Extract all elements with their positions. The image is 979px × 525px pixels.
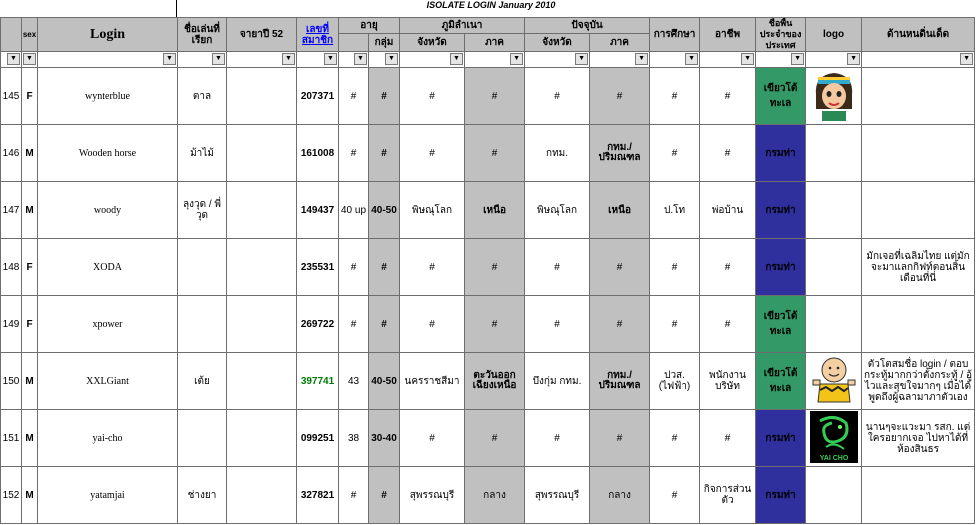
age-group-cell[interactable]: # bbox=[369, 296, 400, 353]
row-number[interactable]: 148 bbox=[1, 239, 22, 296]
region-type-cell[interactable]: กรมท่า bbox=[756, 182, 806, 239]
logo-cell[interactable] bbox=[806, 239, 862, 296]
origin-region-cell[interactable]: # bbox=[465, 410, 525, 467]
current-province-cell[interactable]: # bbox=[525, 239, 590, 296]
header-occupation[interactable]: อาชีพ bbox=[700, 18, 756, 52]
region-type-cell[interactable]: เขียวโต้ทะเล bbox=[756, 353, 806, 410]
table-row bbox=[1, 125, 975, 182]
filter-cell bbox=[22, 52, 38, 68]
subheader-current-region[interactable]: ภาค bbox=[590, 33, 650, 51]
header-corner[interactable] bbox=[1, 18, 22, 52]
notes-cell[interactable] bbox=[862, 125, 975, 182]
member-no-cell[interactable]: 397741 bbox=[297, 353, 339, 410]
sex-cell[interactable]: F bbox=[22, 68, 38, 125]
row-number[interactable]: 147 bbox=[1, 182, 22, 239]
notes-cell[interactable]: มักเจอที่เฉลิมไทย แต่มักจะมาแลกกิฟท์ตอนสิ้นเดือนที่นี่ bbox=[862, 239, 975, 296]
origin-province-cell[interactable]: พิษณุโลก bbox=[400, 182, 465, 239]
year-cell[interactable] bbox=[227, 296, 297, 353]
row-number[interactable]: 152 bbox=[1, 467, 22, 524]
sex-cell[interactable]: M bbox=[22, 467, 38, 524]
education-cell[interactable]: # bbox=[650, 296, 700, 353]
current-region-cell[interactable]: # bbox=[590, 68, 650, 125]
current-region-cell[interactable]: กทม./ ปริมณฑล bbox=[590, 353, 650, 410]
filter-dropdown-button[interactable]: ▼ bbox=[741, 53, 754, 65]
logo-cell[interactable] bbox=[806, 353, 862, 410]
occupation-cell[interactable]: # bbox=[700, 296, 756, 353]
avatar bbox=[810, 113, 858, 124]
region-type-cell[interactable]: กรมท่า bbox=[756, 410, 806, 467]
age-group-cell[interactable]: 40-50 bbox=[369, 182, 400, 239]
header-region-type[interactable]: ชื่อพื้นประจำของประเทศ bbox=[756, 18, 806, 52]
sex-cell[interactable]: M bbox=[22, 125, 38, 182]
sex-cell[interactable]: F bbox=[22, 239, 38, 296]
row-number[interactable]: 146 bbox=[1, 125, 22, 182]
origin-province-cell[interactable]: # bbox=[400, 239, 465, 296]
header-member-no[interactable]: เลขที่สมาชิก bbox=[297, 18, 339, 52]
filter-dropdown-button[interactable]: ▼ bbox=[847, 53, 860, 65]
year-cell[interactable] bbox=[227, 68, 297, 125]
title-blank-cell[interactable] bbox=[0, 0, 177, 17]
origin-region-cell[interactable]: ตะวันออกเฉียงเหนือ bbox=[465, 353, 525, 410]
header-origin[interactable]: ภูมิลำเนา bbox=[400, 18, 525, 34]
filter-cell bbox=[806, 52, 862, 68]
occupation-cell[interactable]: # bbox=[700, 239, 756, 296]
nickname-cell[interactable]: ม้าไม้ bbox=[178, 125, 227, 182]
notes-cell[interactable]: ตัวโตสมชื่อ login / ตอบกระทู้มากกว่าตั้งกระทู้ / อู้ไวและสุขใจมากๆ เมื่อได้พูดถึงผู้ฉลามาภาตัวเอง bbox=[862, 353, 975, 410]
header-age[interactable]: อายุ bbox=[339, 18, 400, 34]
education-cell[interactable]: # bbox=[650, 239, 700, 296]
member-no-cell[interactable]: 207371 bbox=[297, 68, 339, 125]
nickname-cell[interactable] bbox=[178, 296, 227, 353]
subheader-age-blank[interactable] bbox=[339, 33, 369, 51]
header-nickname[interactable]: ชื่อเล่นที่เรียก bbox=[178, 18, 227, 52]
current-province-cell[interactable]: กทม. bbox=[525, 125, 590, 182]
filter-dropdown-button[interactable]: ▼ bbox=[282, 53, 295, 65]
nickname-cell[interactable]: ลุงวุด / พี่วุด bbox=[178, 182, 227, 239]
filter-cell bbox=[178, 52, 227, 68]
region-type-cell[interactable]: กรมท่า bbox=[756, 467, 806, 524]
filter-cell bbox=[590, 52, 650, 68]
occupation-cell[interactable]: กิจการส่วนตัว bbox=[700, 467, 756, 524]
education-cell[interactable]: # bbox=[650, 410, 700, 467]
region-type-cell[interactable]: กรมท่า bbox=[756, 239, 806, 296]
svg-text:YAI CHO: YAI CHO bbox=[819, 454, 848, 462]
filter-dropdown-button[interactable]: ▼ bbox=[960, 53, 973, 65]
filter-cell bbox=[756, 52, 806, 68]
subheader-current-province[interactable]: จังหวัด bbox=[525, 33, 590, 51]
age-group-cell[interactable]: # bbox=[369, 239, 400, 296]
origin-region-cell[interactable]: เหนือ bbox=[465, 182, 525, 239]
member-no-cell[interactable]: 149437 bbox=[297, 182, 339, 239]
origin-province-cell[interactable]: # bbox=[400, 68, 465, 125]
header-sex[interactable]: sex bbox=[22, 18, 38, 52]
member-no-cell[interactable]: 161008 bbox=[297, 125, 339, 182]
logo-cell[interactable] bbox=[806, 125, 862, 182]
year-cell[interactable] bbox=[227, 125, 297, 182]
year-cell[interactable] bbox=[227, 467, 297, 524]
origin-province-cell[interactable]: # bbox=[400, 125, 465, 182]
table-row bbox=[1, 410, 975, 467]
occupation-cell[interactable]: # bbox=[700, 125, 756, 182]
login-cell[interactable]: xpower bbox=[38, 296, 178, 353]
subheader-age-group[interactable]: กลุ่ม bbox=[369, 33, 400, 51]
occupation-cell[interactable]: พ่อบ้าน bbox=[700, 182, 756, 239]
sheet-title: ISOLATE LOGIN January 2010 bbox=[426, 0, 556, 10]
member-no-cell[interactable]: 235531 bbox=[297, 239, 339, 296]
header-row bbox=[1, 18, 975, 34]
age-cell[interactable]: # bbox=[339, 68, 369, 125]
header-logo[interactable]: logo bbox=[806, 18, 862, 52]
origin-region-cell[interactable]: # bbox=[465, 296, 525, 353]
table-body bbox=[1, 68, 975, 524]
current-province-cell[interactable]: บึงกุ่ม กทม. bbox=[525, 353, 590, 410]
sex-cell[interactable]: F bbox=[22, 296, 38, 353]
filter-dropdown-button[interactable]: ▼ bbox=[685, 53, 698, 65]
region-type-cell[interactable]: กรมท่า bbox=[756, 125, 806, 182]
current-province-cell[interactable]: พิษณุโลก bbox=[525, 182, 590, 239]
occupation-cell[interactable]: พนักงานบริษัท bbox=[700, 353, 756, 410]
filter-dropdown-button[interactable]: ▼ bbox=[354, 53, 367, 65]
member-no-cell[interactable]: 099251 bbox=[297, 410, 339, 467]
education-cell[interactable]: # bbox=[650, 68, 700, 125]
filter-cell bbox=[227, 52, 297, 68]
filter-cell bbox=[700, 52, 756, 68]
year-cell[interactable] bbox=[227, 410, 297, 467]
table-row bbox=[1, 68, 975, 125]
origin-region-cell[interactable]: # bbox=[465, 68, 525, 125]
row-number[interactable]: 145 bbox=[1, 68, 22, 125]
origin-province-cell[interactable]: # bbox=[400, 410, 465, 467]
logo-cell[interactable] bbox=[806, 467, 862, 524]
age-cell[interactable]: # bbox=[339, 467, 369, 524]
header-year[interactable]: จายาปี 52 bbox=[227, 18, 297, 52]
table-row bbox=[1, 296, 975, 353]
sex-cell[interactable]: M bbox=[22, 182, 38, 239]
login-cell[interactable]: wynterblue bbox=[38, 68, 178, 125]
header-education[interactable]: การศึกษา bbox=[650, 18, 700, 52]
filter-cell bbox=[862, 52, 975, 68]
origin-region-cell[interactable]: # bbox=[465, 125, 525, 182]
current-province-cell[interactable]: สุพรรณบุรี bbox=[525, 467, 590, 524]
table-row bbox=[1, 353, 975, 410]
current-province-cell[interactable]: # bbox=[525, 296, 590, 353]
year-cell[interactable] bbox=[227, 353, 297, 410]
table-row bbox=[1, 467, 975, 524]
filter-dropdown-button[interactable]: ▼ bbox=[791, 53, 804, 65]
header-notes[interactable]: ด้านหนดิ่นเด็ด bbox=[862, 18, 975, 52]
member-no-cell[interactable]: 327821 bbox=[297, 467, 339, 524]
age-cell[interactable]: # bbox=[339, 239, 369, 296]
current-region-cell[interactable]: กลาง bbox=[590, 467, 650, 524]
nickname-cell[interactable] bbox=[178, 410, 227, 467]
filter-dropdown-button[interactable]: ▼ bbox=[575, 53, 588, 65]
login-cell[interactable]: yatamjai bbox=[38, 467, 178, 524]
filter-dropdown-button[interactable]: ▼ bbox=[324, 53, 337, 65]
member-no-cell[interactable]: 269722 bbox=[297, 296, 339, 353]
avatar bbox=[810, 455, 858, 466]
age-cell[interactable]: 38 bbox=[339, 410, 369, 467]
nickname-cell[interactable]: เต้ย bbox=[178, 353, 227, 410]
age-cell[interactable]: # bbox=[339, 125, 369, 182]
current-province-cell[interactable]: # bbox=[525, 68, 590, 125]
login-cell[interactable]: XODA bbox=[38, 239, 178, 296]
origin-province-cell[interactable]: นครราชสีมา bbox=[400, 353, 465, 410]
occupation-cell[interactable]: # bbox=[700, 410, 756, 467]
age-cell[interactable]: # bbox=[339, 296, 369, 353]
filter-cell bbox=[650, 52, 700, 68]
education-cell[interactable]: ปวส. (ไฟฟ้า) bbox=[650, 353, 700, 410]
current-region-cell[interactable]: # bbox=[590, 410, 650, 467]
current-region-cell[interactable]: # bbox=[590, 239, 650, 296]
logo-cell[interactable] bbox=[806, 68, 862, 125]
nickname-cell[interactable] bbox=[178, 239, 227, 296]
table-row bbox=[1, 182, 975, 239]
year-cell[interactable] bbox=[227, 182, 297, 239]
current-region-cell[interactable]: เหนือ bbox=[590, 182, 650, 239]
origin-province-cell[interactable]: # bbox=[400, 296, 465, 353]
education-cell[interactable]: # bbox=[650, 467, 700, 524]
sex-cell[interactable]: M bbox=[22, 353, 38, 410]
filter-dropdown-button[interactable]: ▼ bbox=[163, 53, 176, 65]
filter-cell bbox=[465, 52, 525, 68]
avatar bbox=[810, 398, 858, 409]
notes-cell[interactable]: นานๆจะแวะมา รสก. แต่ใครอยากเจอ ไปหาได้ที่ห้องสินธร bbox=[862, 410, 975, 467]
notes-cell[interactable] bbox=[862, 182, 975, 239]
row-number[interactable]: 151 bbox=[1, 410, 22, 467]
origin-region-cell[interactable]: # bbox=[465, 239, 525, 296]
notes-cell[interactable] bbox=[862, 68, 975, 125]
login-cell[interactable]: XXLGiant bbox=[38, 353, 178, 410]
age-group-cell[interactable]: # bbox=[369, 125, 400, 182]
subheader-origin-region[interactable]: ภาค bbox=[465, 33, 525, 51]
filter-dropdown-button[interactable]: ▼ bbox=[385, 53, 398, 65]
current-region-cell[interactable]: # bbox=[590, 296, 650, 353]
education-cell[interactable]: ป.โท bbox=[650, 182, 700, 239]
logo-cell[interactable] bbox=[806, 410, 862, 467]
age-cell[interactable]: 43 bbox=[339, 353, 369, 410]
occupation-cell[interactable]: # bbox=[700, 68, 756, 125]
row-number[interactable]: 150 bbox=[1, 353, 22, 410]
age-cell[interactable]: 40 up bbox=[339, 182, 369, 239]
notes-cell[interactable] bbox=[862, 467, 975, 524]
data-table bbox=[0, 17, 975, 524]
age-group-cell[interactable]: 40-50 bbox=[369, 353, 400, 410]
nickname-cell[interactable]: ช่างยา bbox=[178, 467, 227, 524]
filter-dropdown-button[interactable]: ▼ bbox=[7, 53, 20, 65]
title-bar bbox=[0, 0, 979, 17]
region-type-cell[interactable]: เขียวโต้ทะเล bbox=[756, 68, 806, 125]
current-province-cell[interactable]: # bbox=[525, 410, 590, 467]
region-type-cell[interactable]: เขียวโต้ทะเล bbox=[756, 296, 806, 353]
origin-province-cell[interactable]: สุพรรณบุรี bbox=[400, 467, 465, 524]
header-current[interactable]: ปัจจุบัน bbox=[525, 18, 650, 34]
notes-cell[interactable] bbox=[862, 296, 975, 353]
login-cell[interactable]: woody bbox=[38, 182, 178, 239]
filter-dropdown-button[interactable]: ▼ bbox=[450, 53, 463, 65]
education-cell[interactable]: # bbox=[650, 125, 700, 182]
year-cell[interactable] bbox=[227, 239, 297, 296]
sex-cell[interactable]: M bbox=[22, 410, 38, 467]
nickname-cell[interactable]: ตาล bbox=[178, 68, 227, 125]
filter-cell bbox=[1, 52, 22, 68]
table-row bbox=[1, 239, 975, 296]
age-group-cell[interactable]: # bbox=[369, 467, 400, 524]
filter-dropdown-button[interactable]: ▼ bbox=[510, 53, 523, 65]
login-cell[interactable]: Wooden horse bbox=[38, 125, 178, 182]
subheader-origin-province[interactable]: จังหวัด bbox=[400, 33, 465, 51]
filter-cell bbox=[369, 52, 400, 68]
header-login[interactable]: Login bbox=[38, 18, 178, 52]
age-group-cell[interactable]: # bbox=[369, 68, 400, 125]
row-number[interactable]: 149 bbox=[1, 296, 22, 353]
filter-row bbox=[1, 52, 975, 68]
age-group-cell[interactable]: 30-40 bbox=[369, 410, 400, 467]
filter-dropdown-button[interactable]: ▼ bbox=[212, 53, 225, 65]
filter-dropdown-button[interactable]: ▼ bbox=[635, 53, 648, 65]
filter-cell bbox=[339, 52, 369, 68]
login-cell[interactable]: yai-cho bbox=[38, 410, 178, 467]
filter-cell bbox=[400, 52, 465, 68]
logo-cell[interactable] bbox=[806, 182, 862, 239]
filter-cell bbox=[38, 52, 178, 68]
origin-region-cell[interactable]: กลาง bbox=[465, 467, 525, 524]
filter-cell bbox=[525, 52, 590, 68]
filter-cell bbox=[297, 52, 339, 68]
filter-dropdown-button[interactable]: ▼ bbox=[23, 53, 36, 65]
current-region-cell[interactable]: กทม./ ปริมณฑล bbox=[590, 125, 650, 182]
logo-cell[interactable] bbox=[806, 296, 862, 353]
